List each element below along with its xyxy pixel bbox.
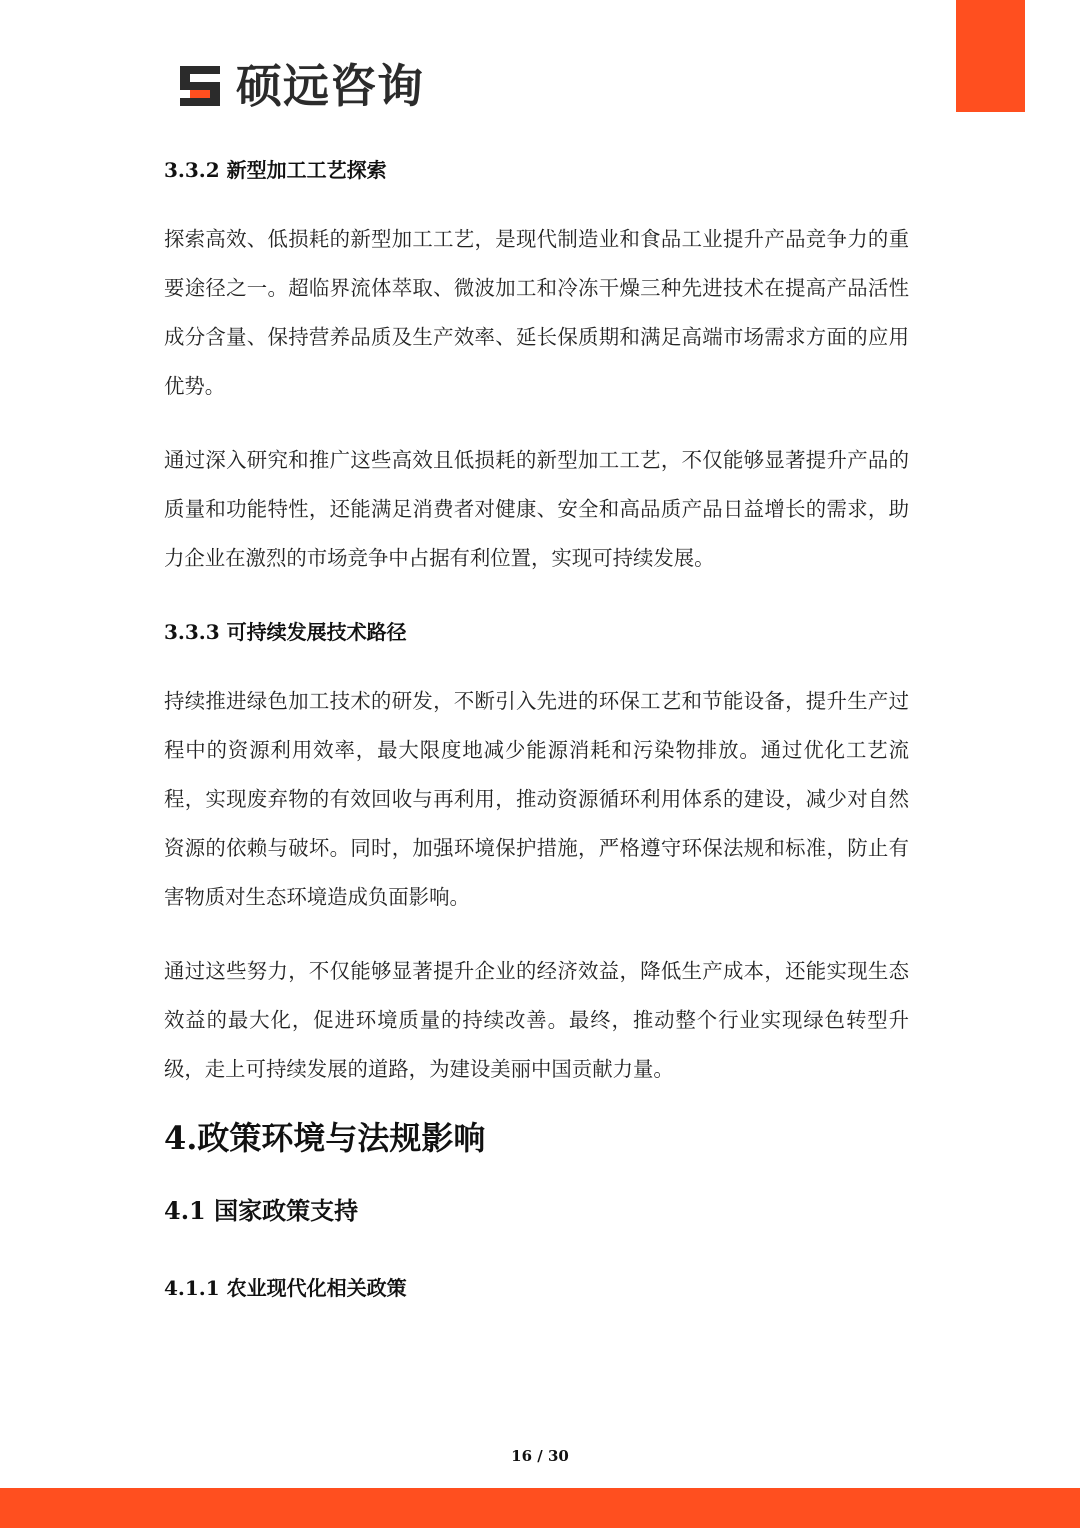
section-heading-3-3-2: 3.3.2 新型加工工艺探索 bbox=[164, 158, 387, 182]
chapter-heading-4: 4.政策环境与法规影响 bbox=[164, 1119, 486, 1157]
section-heading-3-3-3: 3.3.3 可持续发展技术路径 bbox=[164, 620, 407, 644]
page-number: 16 / 30 bbox=[511, 1447, 569, 1465]
footer-accent-bar bbox=[0, 1488, 1080, 1528]
paragraph-3-3-2-impact: 通过深入研究和推广这些高效且低损耗的新型加工工艺，不仅能够显著提升产品的质量和功能特性，还能满足消费者对健康、安全和高品质产品日益增长的需求，助力企业在激烈的市场竞争中占据有利位置，实现可持续发展。 bbox=[164, 448, 909, 570]
section-heading-4-1: 4.1 国家政策支持 bbox=[164, 1196, 359, 1225]
brand-logo-mark-icon bbox=[176, 62, 226, 110]
corner-accent-tab bbox=[956, 0, 1025, 112]
paragraph-3-3-3-intro: 持续推进绿色加工技术的研发，不断引入先进的环保工艺和节能设备，提升生产过程中的资源利用效率，最大限度地减少能源消耗和污染物排放。通过优化工艺流程，实现废弃物的有效回收与再利用，推动资源循环利用体系的建设，减少对自然资源的依赖与破坏。同时，加强环境保护措施，严格遵守环保法规和标准，防止有害物质对生态环境造成负面影响。 bbox=[164, 689, 909, 909]
section-heading-4-1-1: 4.1.1 农业现代化相关政策 bbox=[164, 1276, 407, 1300]
paragraph-3-3-3-outcome: 通过这些努力，不仅能够显著提升企业的经济效益，降低生产成本，还能实现生态效益的最大化，促进环境质量的持续改善。最终，推动整个行业实现绿色转型升级，走上可持续发展的道路，为建设美丽中国贡献力量。 bbox=[164, 959, 909, 1081]
brand-logo bbox=[176, 60, 424, 112]
paragraph-3-3-2-intro: 探索高效、低损耗的新型加工工艺，是现代制造业和食品工业提升产品竞争力的重要途径之一。超临界流体萃取、微波加工和冷冻干燥三种先进技术在提高产品活性成分含量、保持营养品质及生产效率、延长保质期和满足高端市场需求方面的应用优势。 bbox=[164, 227, 909, 398]
brand-name: 硕远咨询 bbox=[236, 59, 424, 113]
document-body bbox=[164, 150, 909, 1308]
